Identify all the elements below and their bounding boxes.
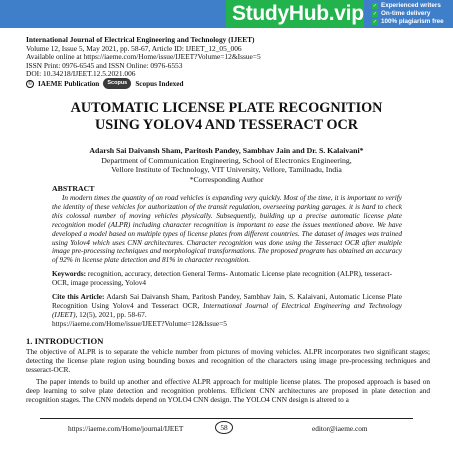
check-icon: ✓ [372, 11, 378, 17]
journal-header [26, 36, 436, 79]
publisher-logos [26, 78, 183, 89]
cite-text: Adarsh Sai Daivansh Sham, Paritosh Pandey, Sambhav Jain, S. Kalaivani, Automatic License Plate Recognition Using Yolov4 and Tesseract OCR, [52, 292, 403, 310]
abstract-text: In modern times the quantity of on road vehicles is expanding very quickly. Most of the time, it is important to verify the identity of these vehicles for authorization of the transit regulation, overseeing parking garages. it is hard to check this colossal number of moving vehicles physically. Subsequently, building up a precise automatic license plate recognition model (ALPR) including character recognition is important to ease the issues mentioned above. We have developed a model based on multiple types of license plates from different countries. The dataset of images was trained using Yolov4 which uses CNN architectures. Character recognition was done using the Tesseract OCR after multiple image pre-processing techniques and morphological transformations. The proposed program has obtained an accuracy of 92% in license plate detection and 81% in character recognition. [52, 193, 402, 265]
doi-line[interactable]: DOI: 10.34218/IJEET.12.5.2021.006 [26, 69, 136, 79]
studyhub-logo[interactable]: StudyHub.vip [226, 0, 364, 28]
keywords-text: recognition, accuracy, detection General Terms- Automatic License plate recognition (ALPR), tesseract-OCR, image processing, Yolov4 [52, 269, 393, 287]
issn-line: ISSN Print: 0976-6545 and ISSN Online: 0976-6553 [26, 60, 183, 70]
author-block [20, 146, 433, 184]
check-icon: ✓ [372, 19, 378, 25]
intro-paragraph-2: The paper intends to build up another and effective ALPR approach for multiple license plates. The proposed approach is based on deep learning to solve plate detection and recognition problems. Efficient CNN architectures are proposed in plate detection and recognition stages. The CNN models depend on YOLO4 CNN design. The YOLO4 CNN design is altered to a [26, 377, 430, 404]
intro-paragraph-1: The objective of ALPR is to separate the vehicle number from pictures of moving vehicles. ALPR incorporates two significant stages; detecting the license plate region using bounding boxes and recognition of the characters using image pre-processing techniques and tesseract-OCR. [26, 347, 430, 374]
page-number: 58 [215, 421, 233, 434]
scopus-logo-icon: Scopus [103, 78, 131, 89]
perk-item [372, 18, 452, 26]
perk-item [372, 2, 452, 10]
perk-label: On-time delivery [381, 10, 431, 17]
department: Department of Communication Engineering, School of Electronics Engineering, [101, 155, 352, 165]
footer-divider [40, 418, 413, 419]
keywords [52, 269, 402, 287]
abstract-heading: ABSTRACT [52, 184, 95, 193]
scopus-indexed: Scopus Indexed [135, 79, 184, 88]
volume-line: Volume 12, Issue 5, May 2021, pp. 58-67, Article ID: IJEET_12_05_006 [26, 43, 242, 53]
journal-name: International Journal of Electrical Engineering and Technology (IJEET) [26, 35, 255, 44]
cite-label: Cite this Article: [52, 292, 105, 301]
copyright-icon: © [26, 80, 34, 88]
cite-journal: International Journal of Electrical Engineering and Technology (IJEET), [52, 301, 402, 319]
cite-tail: 12(5), 2021, pp. 58-67. [79, 310, 147, 319]
available-line[interactable]: Available online at https://iaeme.com/Home/issue/IJEET?Volume=12&Issue=5 [26, 52, 261, 62]
perk-label: Experienced writers [381, 2, 441, 9]
perk-label: 100% plagiarism free [381, 18, 444, 25]
citation-block [52, 292, 402, 328]
author-names: Adarsh Sai Daivansh Sham, Paritosh Pandey, Sambhav Jain and Dr. S. Kalaivani* [89, 146, 364, 155]
footer-journal-link[interactable]: https://iaeme.com/Home/journal/IJEET [68, 424, 184, 433]
check-icon: ✓ [372, 3, 378, 9]
corresponding-author: *Corresponding Author [189, 174, 264, 184]
perks-list [372, 2, 452, 26]
perk-item [372, 10, 452, 18]
ad-banner[interactable] [0, 0, 453, 28]
title-line-1: AUTOMATIC LICENSE PLATE RECOGNITION [70, 100, 383, 116]
publisher-name: IAEME Publication [38, 79, 100, 88]
paper-title [20, 100, 433, 133]
title-line-2: USING YOLOV4 AND TESSERACT OCR [94, 116, 359, 133]
cite-url-link[interactable]: https://iaeme.com/Home/issue/IJEET?Volume=12&Issue=5 [52, 319, 227, 328]
footer-email-link[interactable]: editor@iaeme.com [312, 424, 368, 433]
keywords-label: Keywords: [52, 269, 87, 278]
section-heading: 1. INTRODUCTION [26, 336, 104, 346]
intro-body [26, 348, 430, 405]
affiliation: Vellore Institute of Technology, VIT University, Vellore, Tamilnadu, India [111, 165, 342, 175]
